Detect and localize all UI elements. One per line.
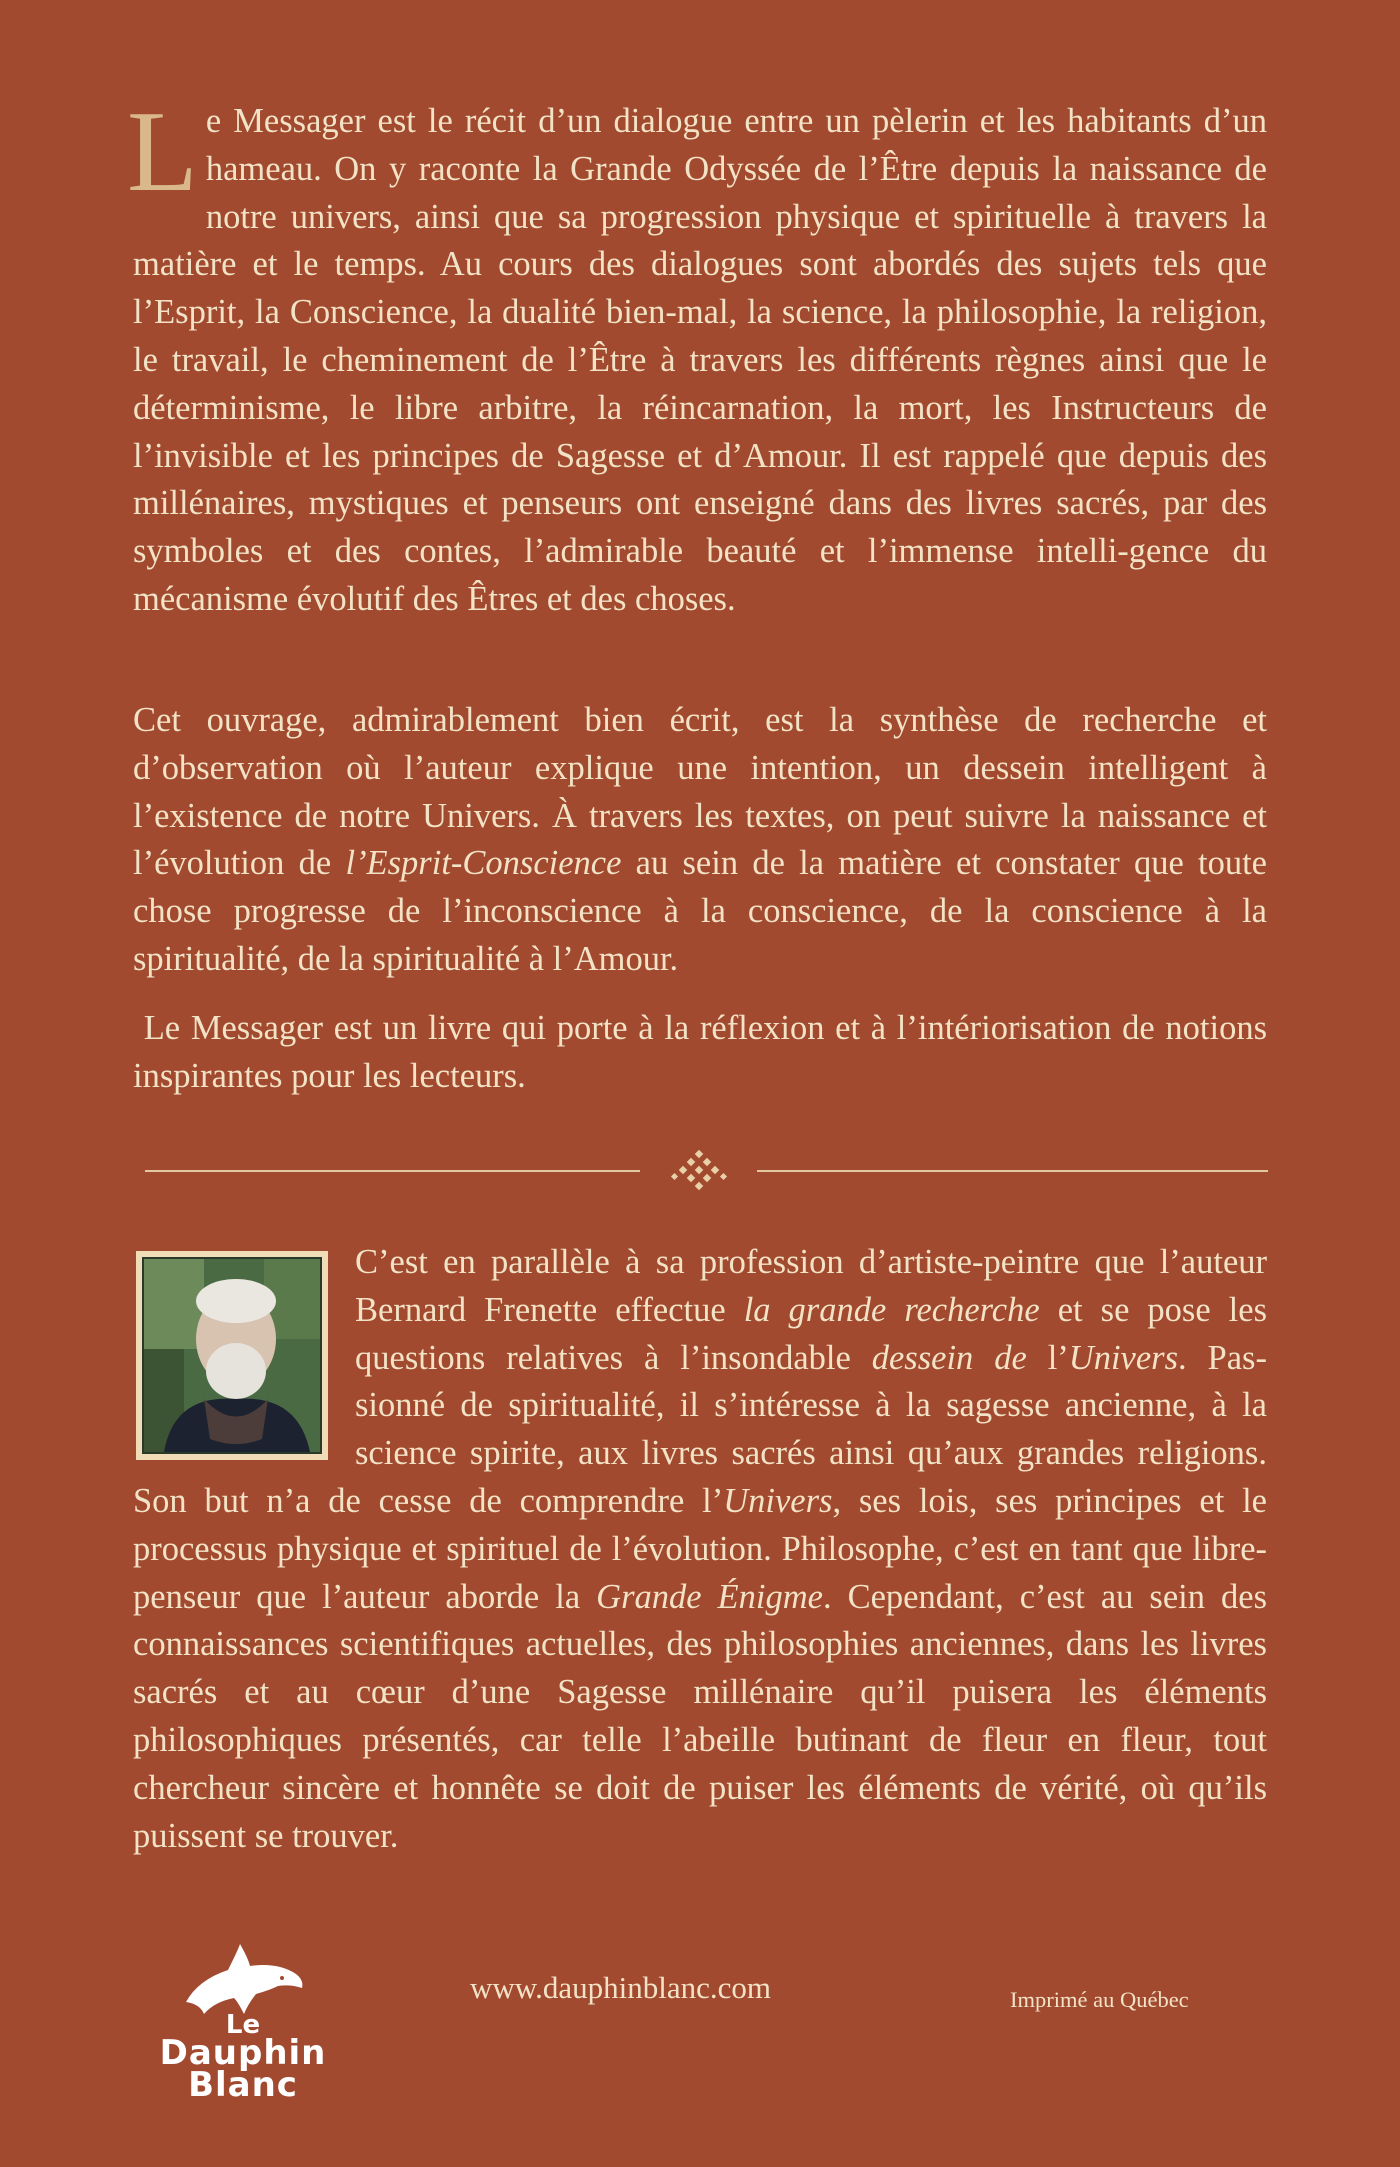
bio-text: C’est en parallèle à sa profession d’artiste-peintre que l’auteur Bernard Frenette effectue [355,1243,1267,1329]
diamond-ornament-icon [665,1150,733,1192]
bio-italic: Grande Énigme [596,1577,823,1616]
bio-text: l’ [1026,1338,1069,1377]
bio-italic: la grande recherche [743,1290,1040,1329]
synthesis-text-1: Cet ouvrage, admirablement bien écrit, est la synthèse de recherche et d’observation où l’auteur explique une intention, un dessein intelligent à l’existence de notre Univers. À travers les textes, on peut suivre la naissance et l’évolution de [133,701,1267,883]
logo-line-blanc: Blanc [188,2065,298,2105]
bio-text: et se pose les questions relatives à l’insondable [355,1290,1268,1377]
synthesis-paragraph [133,697,1267,984]
divider-line-right [757,1170,1268,1172]
synthesis-italic: l’Esprit-Conscience [345,844,622,883]
printed-in-label: Imprimé au Québec [1010,1987,1189,2012]
logo-line-le: Le [225,2010,261,2040]
author-biography [133,1239,1267,1860]
bio-italic: dessein de [871,1338,1027,1377]
bio-text: . Cependant, c’est au sein des connaissances scientifiques actuelles, des philosophies anciennes, dans les livres sacrés et au cœur d’une Sagesse millénaire qu’il puisera les éléments philosophiques présentés, car telle l’abeille butinant de fleur en fleur, tout chercheur sincère et honnête se doit de puiser les éléments de vérité, où qu’ils puissent se trouver. [133,1577,1267,1855]
divider-line-left [145,1170,640,1172]
bio-italic: Univers [1068,1338,1179,1377]
photo-spacer [133,1239,355,1457]
intro-paragraph [127,88,1267,624]
bio-text: . Pas-sionné de spiritualité, il s’intéresse à la sagesse ancienne, à la science spirite, aux livres sacrés ainsi qu’aux grandes religions. Son but n’a de cesse de comprendre l’ [133,1338,1267,1520]
publisher-logo [128,1940,358,2105]
bio-italic: Univers [723,1481,833,1520]
dolphin-icon [178,1940,308,2020]
logo-line-dauphin: Dauphin [159,2033,327,2073]
bio-text: , ses lois, ses principes et le processus physique et spirituel de l’évolution. Philosophe, c’est en tant que libre-penseur que l’auteur aborde la [133,1481,1267,1616]
publisher-website-link[interactable]: www.dauphinblanc.com [470,1970,772,2005]
reflection-paragraph [133,1005,1276,1101]
drop-cap: L [127,88,198,216]
intro-text: e Messager est le récit d’un dialogue entre un pèlerin et les habitants d’un hameau. On y raconte la Grande Odyssée de l’Être depuis la naissance de notre univers, ainsi que sa progression physique et spirituelle à travers la matière et le temps. Au cours des dialogues sont abordés des sujets tels que l’Esprit, la Conscience, la dualité bien-mal, la science, la philosophie, la religion, le travail, le cheminement de l’Être à travers les différents règnes ainsi que le déterminisme, le libre arbitre, la réincarnation, la mort, les Instructeurs de l’invisible et les principes de Sagesse et d’Amour. Il est rappelé que depuis des millénaires, mystiques et penseurs ont enseigné dans des livres sacrés, par des symboles et des contes, l’admirable beauté et l’immense intelli-gence du mécanisme évolutif des Êtres et des choses. [133,102,1267,618]
reflection-text: Le Messager est un livre qui porte à la réflexion et à l’intériorisation de notions inspirantes pour les lecteurs. [133,1009,1276,1095]
synthesis-text-2: au sein de la matière et constater que toute chose progresse de l’inconscience à la conscience, de la conscience à la spiritualité, de la spiritualité à l’Amour. [133,844,1267,978]
